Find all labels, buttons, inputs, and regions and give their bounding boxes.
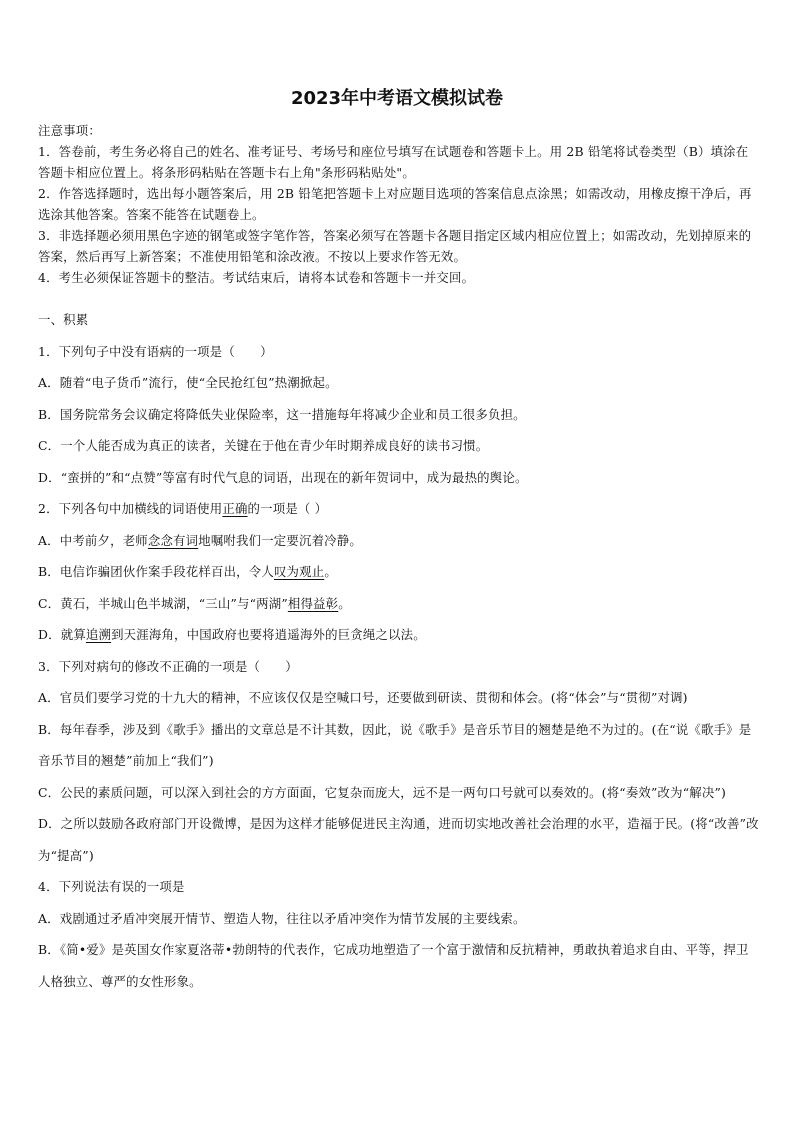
question-2-option-c [38, 588, 760, 620]
option-text: 。 [324, 564, 337, 579]
option-text: D．就算 [38, 627, 86, 642]
underlined-word: 相得益彰 [287, 595, 339, 611]
notes-heading: 注意事项： [38, 123, 101, 138]
question-3-option-a: A．官员们要学习党的十九大的精神，不应该仅仅是空喊口号，还要做到研读、贯彻和体会。(将“体会”与“贯彻”对调) [38, 690, 688, 705]
question-1-option-b: B．国务院常务会议确定将降低失业保险率，这一措施每年将减少企业和员工很多负担。 [38, 406, 526, 422]
note-item: 3．非选择题必须用黑色字迹的钢笔或签字笔作答，答案必须写在答题卡各题目指定区域内相应位置上；如需改动，先划掉原来的答案，然后再写上新答案；不准使用铅笔和涂改液。不按以上要求作答无效。 [38, 228, 752, 264]
option-text: 到天涯海角，中国政府也要将逍遥海外的巨贪绳之以法。 [111, 627, 426, 642]
underlined-word: 叹为观止 [273, 564, 325, 579]
option-text: 。 [338, 595, 351, 611]
section-heading: 一、积累 [38, 312, 89, 327]
option-text: B．电信诈骗团伙作案手段花样百出，令人 [38, 564, 274, 579]
question-2-stem [38, 493, 760, 525]
stem-text: 的一项是（ ） [247, 501, 328, 516]
question-1-stem: 1．下列句子中没有语病的一项是（ ） [38, 343, 273, 359]
page-title: 2023年中考语文模拟试卷 [290, 88, 504, 109]
question-2-option-d [38, 619, 760, 651]
stem-text: 2．下列各句中加横线的词语使用 [38, 501, 223, 516]
questions-section [38, 304, 760, 997]
question-2-option-b [38, 556, 760, 588]
notes-section [38, 120, 760, 288]
question-1-option-c: C．一个人能否成为真正的读者，关键在于他在青少年时期养成良好的读书习惯。 [38, 438, 489, 453]
option-text: C．黄石，半城山色半城湖，“三山”与“两湖” [38, 595, 288, 611]
question-3-stem: 3．下列对病句的修改不正确的一项是（ ） [38, 658, 298, 674]
question-2-option-a [38, 525, 760, 557]
underlined-word: 念念有词 [147, 532, 199, 548]
question-3-option-c: C．公民的素质问题，可以深入到社会的方方面面，它复杂而庞大，远不是一两句口号就可以奏效的。(将“奏效”改为“解决”) [38, 784, 727, 800]
option-text: 地嘱咐我们一定要沉着冷静。 [198, 532, 362, 548]
note-item: 2．作答选择题时，选出每小题答案后，用 2B 铅笔把答题卡上对应题目选项的答案信息点涂黑；如需改动，用橡皮擦干净后，再选涂其他答案。答案不能答在试题卷上。 [38, 186, 752, 222]
question-3-option-d: D．之所以鼓励各政府部门开设微博，是因为这样才能够促进民主沟通，进而切实地改善社会治理的水平，造福于民。(将“改善”改为“提高”) [38, 816, 759, 863]
question-1-option-d: D．“蛮拼的”和“点赞”等富有时代气息的词语，出现在的新年贺词中，成为最热的舆论。 [38, 469, 528, 485]
question-1-option-a: A．随着“电子货币”流行，使“全民抢红包”热潮掀起。 [38, 375, 338, 390]
question-4-option-b: B．《简•爱》是英国女作家夏洛蒂•勃朗特的代表作，它成功地塑造了一个富于激情和反抗精神，勇敢执着追求自由、平等，捍卫人格独立、尊严的女性形象。 [38, 942, 749, 989]
question-3-option-b: B．每年春季，涉及到《歌手》播出的文章总是不计其数，因此，说《歌手》是音乐节目的翘楚是绝不为过的。(在“说《歌手》是音乐节目的翘楚”前加上“我们”) [38, 721, 752, 768]
question-4-stem: 4．下列说法有误的一项是 [38, 879, 185, 894]
question-4-option-a: A．戏剧通过矛盾冲突展开情节、塑造人物，往往以矛盾冲突作为情节发展的主要线索。 [38, 910, 526, 926]
option-text: A．中考前夕，老师 [38, 532, 148, 548]
note-item: 1．答卷前，考生务必将自己的姓名、准考证号、考场号和座位号填写在试题卷和答题卡上。用 2B 铅笔将试卷类型（B）填涂在答题卡相应位置上。将条形码粘贴在答题卡右上角"条形码粘贴处"。 [38, 144, 749, 180]
underlined-word: 追溯 [85, 627, 112, 642]
underlined-word: 正确 [222, 501, 248, 516]
note-item: 4．考生必须保证答题卡的整洁。考试结束后，请将本试卷和答题卡一并交回。 [38, 270, 475, 285]
